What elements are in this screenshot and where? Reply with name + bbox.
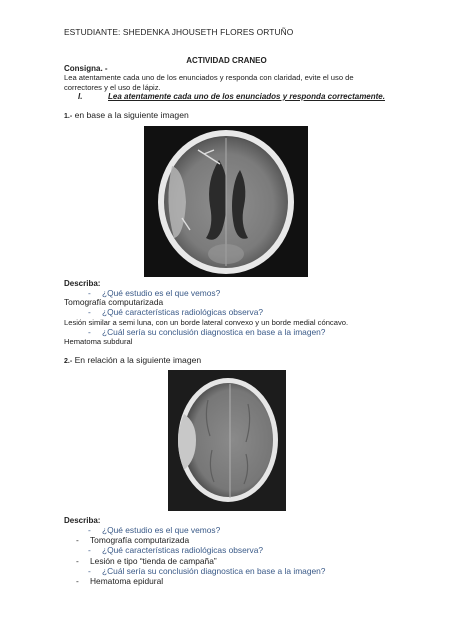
section-2-answer-2: - Lesión e tipo “tienda de campaña”: [76, 556, 217, 566]
section-1-question-2: - ¿Qué características radiológicas observa?: [88, 307, 264, 317]
section-1-answer-3: Hematoma subdural: [64, 337, 133, 346]
section-1-number: 1.-: [64, 113, 73, 120]
section-1-question-1-text: ¿Qué estudio es el que vemos?: [102, 288, 221, 298]
ct-scan-epidural-image: [168, 370, 286, 511]
ct-scan-1-graphic: [144, 126, 308, 277]
section-1-question-3-text: ¿Cuál sería su conclusión diagnostica en base a la imagen?: [102, 327, 326, 337]
ct-scan-subdural-image: [144, 126, 308, 277]
section-2-number: 2.-: [64, 358, 73, 365]
section-1-question-2-text: ¿Qué características radiológicas observa?: [102, 307, 264, 317]
consigna-heading: Consigna. -: [64, 64, 108, 73]
section-2-answer-1-text: Tomografía computarizada: [90, 535, 190, 545]
document-title: ACTIVIDAD CRANEO: [186, 56, 267, 65]
section-1-answer-1: Tomografía computarizada: [64, 297, 164, 307]
instruction-text: Lea atentamente cada uno de los enunciados y responda correctamente.: [108, 92, 385, 101]
section-1-question-1: - ¿Qué estudio es el que vemos?: [88, 288, 221, 298]
section-2-question-2-text: ¿Qué características radiológicas observa?: [102, 545, 264, 555]
section-2-heading: [64, 355, 201, 365]
section-2-describe-label: Describa:: [64, 516, 101, 525]
section-2-answer-3: - Hematoma epidural: [76, 576, 164, 586]
section-1-prompt: en base a la siguiente imagen: [74, 110, 189, 120]
section-2-question-3-text: ¿Cuál sería su conclusión diagnostica en base a la imagen?: [102, 566, 326, 576]
section-2-answer-3-text: Hematoma epidural: [90, 576, 164, 586]
section-1-question-3: - ¿Cuál sería su conclusión diagnostica en base a la imagen?: [88, 327, 326, 337]
section-2-prompt: En relación a la siguiente imagen: [74, 355, 202, 365]
student-name: ESTUDIANTE: SHEDENKA JHOUSETH FLORES ORTUÑO: [64, 27, 294, 37]
section-1-answer-2: Lesión similar a semi luna, con un borde lateral convexo y un borde medial cóncavo.: [64, 318, 349, 327]
ct-scan-2-graphic: [168, 370, 286, 511]
section-2-question-1: - ¿Qué estudio es el que vemos?: [88, 525, 221, 535]
consigna-text: Lea atentamente cada uno de los enunciados y responda con claridad, evite el uso de correctores y el uso de lápiz.: [64, 73, 354, 92]
section-2-answer-2-text: Lesión e tipo “tienda de campaña”: [90, 556, 217, 566]
section-2-question-2: - ¿Qué características radiológicas observa?: [88, 545, 264, 555]
section-1-describe-label: Describa:: [64, 279, 101, 288]
instruction-number: I.: [78, 92, 83, 101]
section-1-heading: [64, 110, 189, 120]
instruction-line: [64, 92, 385, 101]
section-2-answer-1: - Tomografía computarizada: [76, 535, 190, 545]
section-2-question-1-text: ¿Qué estudio es el que vemos?: [102, 525, 221, 535]
section-2-question-3: - ¿Cuál sería su conclusión diagnostica en base a la imagen?: [88, 566, 326, 576]
